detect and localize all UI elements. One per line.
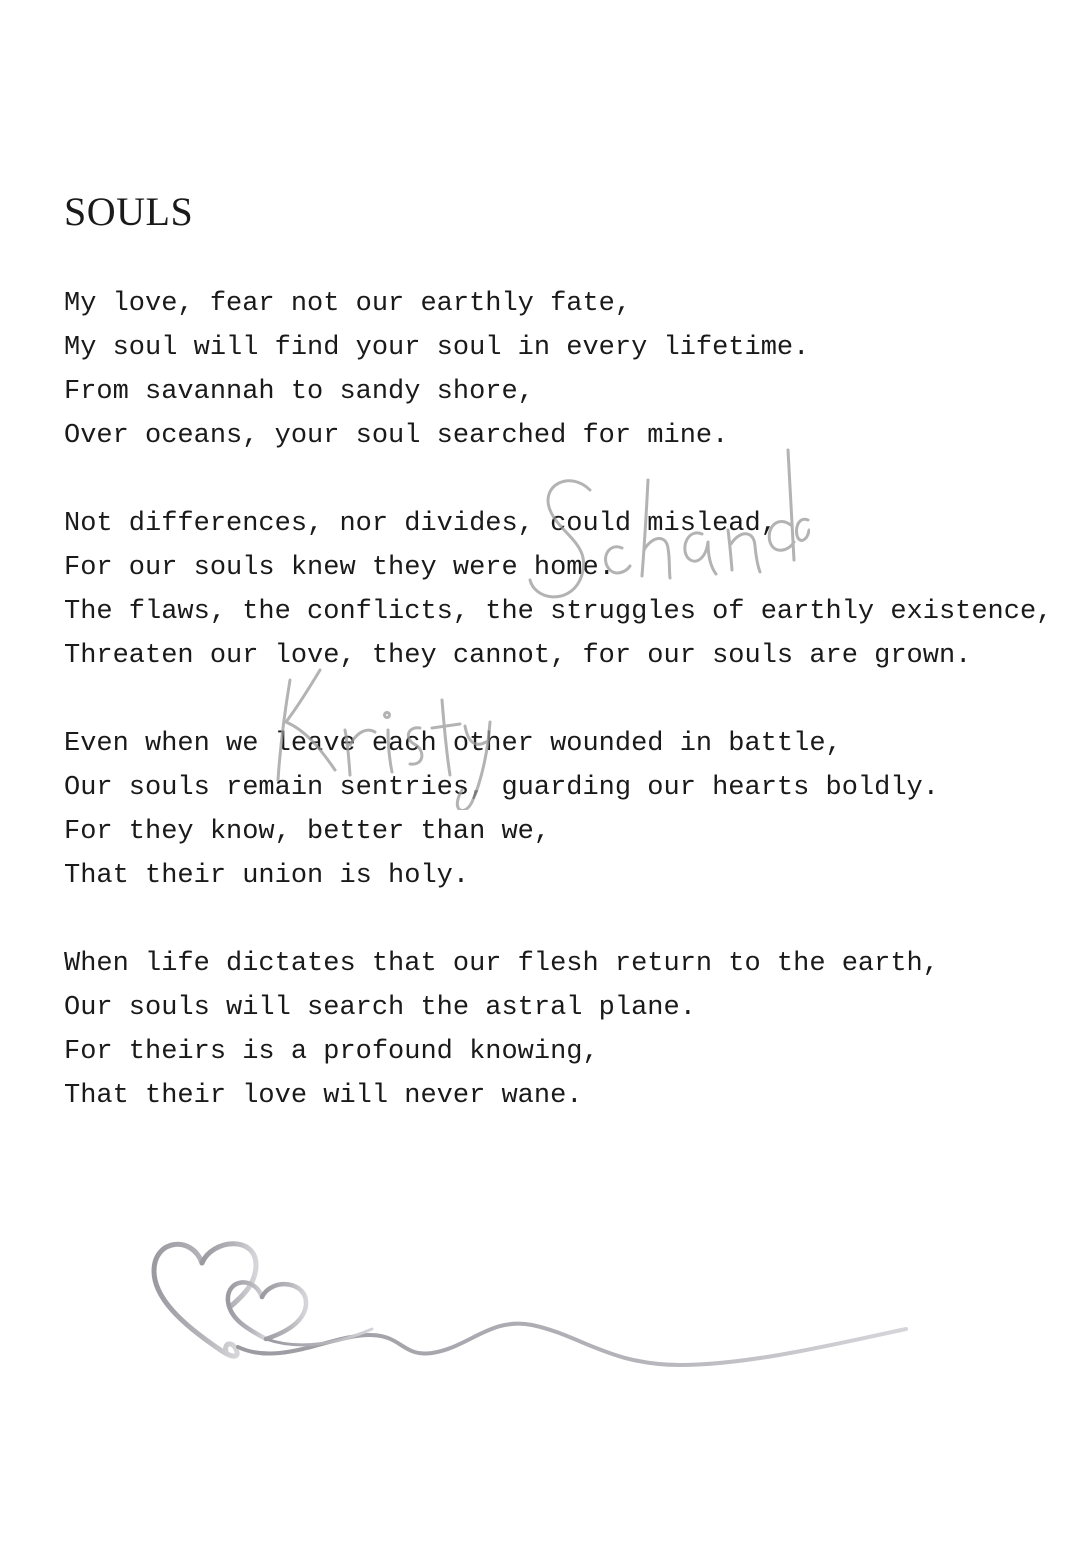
poem-line: Even when we leave each other wounded in battle,: [64, 729, 842, 759]
poem-line: From savannah to sandy shore,: [64, 377, 534, 407]
stanza-1: [64, 282, 1064, 458]
poem-line: When life dictates that our flesh return to the earth,: [64, 949, 939, 979]
stanza-3: [64, 722, 1064, 898]
poem-line: Our souls remain sentries, guarding our hearts boldly.: [64, 773, 939, 803]
poem-line: Not differences, nor divides, could mislead,: [64, 509, 777, 539]
poem-line: That their union is holy.: [64, 861, 470, 891]
poem-title: SOULS: [64, 189, 194, 234]
poem-line: For theirs is a profound knowing,: [64, 1037, 599, 1067]
poem-line: My love, fear not our earthly fate,: [64, 289, 632, 319]
poem-line: Threaten our love, they cannot, for our souls are grown.: [64, 641, 972, 671]
poem-line: My soul will find your soul in every lifetime.: [64, 333, 810, 363]
poem-line: For our souls knew they were home.: [64, 553, 615, 583]
double-heart-swirl-icon: [140, 1225, 920, 1375]
poem-line: Our souls will search the astral plane.: [64, 993, 696, 1023]
poem-line: For they know, better than we,: [64, 817, 551, 847]
poem-line: The flaws, the conflicts, the struggles of earthly existence,: [64, 597, 1053, 627]
poem-line: Over oceans, your soul searched for mine.: [64, 421, 729, 451]
poem-body: [64, 282, 1064, 1162]
stanza-4: [64, 942, 1064, 1118]
poem-line: That their love will never wane.: [64, 1081, 583, 1111]
stanza-2: [64, 502, 1064, 678]
